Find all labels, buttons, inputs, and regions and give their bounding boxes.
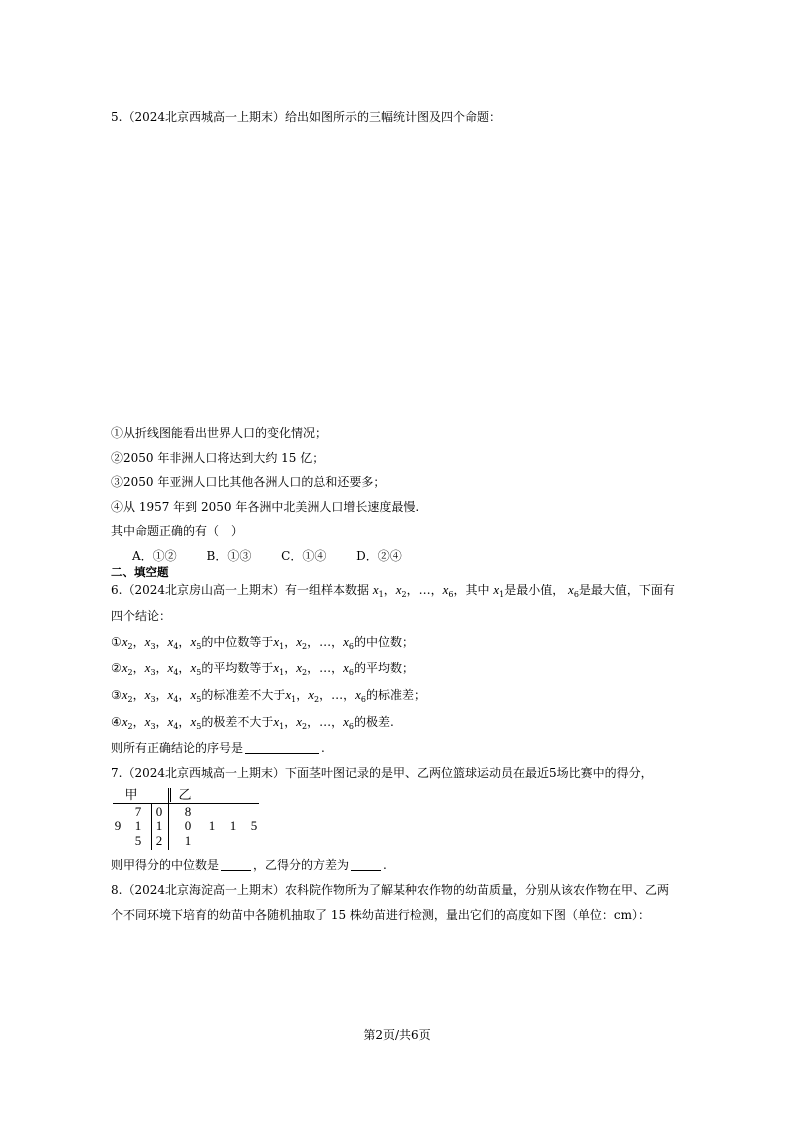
q5-figure-area [111, 130, 683, 415]
stem-leaf-plot [113, 788, 263, 852]
answer-blank[interactable] [221, 858, 251, 871]
header-yi: 乙 [178, 787, 192, 802]
page-footer: 第2页/共6页 [363, 1028, 431, 1042]
q8-stem-line-1: 8.（2024北京海淀高一上期末）农科院作物所为了解某种农作物的幼苗质量，分别从该农作物在甲、乙两 [111, 883, 669, 897]
q6-conclusion-3: $③x_2$，$x_3$，$x_4$，$x_5$的标准差不大于$x_1$，$x_2$，…，$x_6$的标准差； [111, 687, 426, 704]
q5-proposition-3: ③2050 年亚洲人口比其他各洲人口的总和还要多； [111, 475, 386, 489]
q6-question: 则所有正确结论的序号是 . [111, 741, 325, 755]
q7-stem: 7.（2024北京西城高一上期末）下面茎叶图记录的是甲、乙两位篮球运动员在最近5场比赛中的得分， [111, 766, 653, 780]
leaf-left: 7 [134, 804, 142, 819]
leaf-left: 1 [134, 818, 142, 833]
q5-proposition-2: ②2050 年非洲人口将达到大约 15 亿； [111, 451, 325, 465]
q6-conclusion-2: $②x_2$，$x_3$，$x_4$，$x_5$的平均数等于$x_1$，$x_2$，…，$x_6$的平均数； [111, 660, 414, 677]
header-jia: 甲 [124, 787, 138, 802]
leaf-right: 8 [184, 804, 192, 819]
option-c: C．①④ [281, 549, 327, 563]
q6-conclusion-1: $①x_2$，$x_3$，$x_4$，$x_5$的中位数等于$x_1$，$x_2$，…，$x_6$的中位数； [111, 634, 414, 651]
q5-question: 其中命题正确的有（ ） [111, 524, 244, 538]
stem-left-rule [151, 804, 152, 850]
option-a: A．①② [132, 549, 177, 563]
leaf-right: 5 [250, 818, 258, 833]
leaf-right: 0 [184, 818, 192, 833]
q8-stem-line-2: 个不同环境下培育的幼苗中各随机抽取了 15 株幼苗进行检测，量出它们的高度如下图（单位：cm）： [111, 908, 651, 922]
header-rule-tick [170, 788, 171, 802]
leaf-right: 1 [208, 818, 216, 833]
leaf-left: 5 [134, 833, 142, 848]
stem-value: 0 [155, 804, 163, 819]
q5-stem: 5.（2024北京西城高一上期末）给出如图所示的三幅统计图及四个命题： [111, 110, 501, 124]
stem-value: 2 [155, 833, 163, 848]
leaf-right: 1 [184, 833, 192, 848]
stem-right-rule [168, 788, 169, 850]
leaf-left: 9 [114, 818, 122, 833]
section-heading: 二、填空题 [111, 565, 169, 579]
q5-proposition-4: ④从 1957 年到 2050 年各洲中北美洲人口增长速度最慢. [111, 500, 420, 514]
option-d: D．②④ [356, 549, 402, 563]
option-b: B．①③ [206, 549, 252, 563]
q6-stem: 6.（2024北京房山高一上期末）有一组样本数据 $x_1$，$x_2$，…，$x_6$，其中 $x_1$是最小值， $x_6$是最大值，下面有 [111, 582, 675, 599]
q5-proposition-1: ①从折线图能看出世界人口的变化情况； [111, 426, 328, 440]
q6-conclusion-4: $④x_2$，$x_3$，$x_4$，$x_5$的极差不大于$x_1$，$x_2$，…，$x_6$的极差. [111, 714, 394, 731]
answer-blank[interactable] [351, 858, 381, 871]
stem-value: 1 [155, 818, 163, 833]
q5-options [132, 548, 428, 564]
q6-stem-cont: 四个结论： [111, 609, 172, 623]
leaf-right: 1 [229, 818, 237, 833]
answer-blank[interactable] [245, 741, 319, 754]
q7-question: 则甲得分的中位数是 ，乙得分的方差为 . [111, 858, 387, 872]
